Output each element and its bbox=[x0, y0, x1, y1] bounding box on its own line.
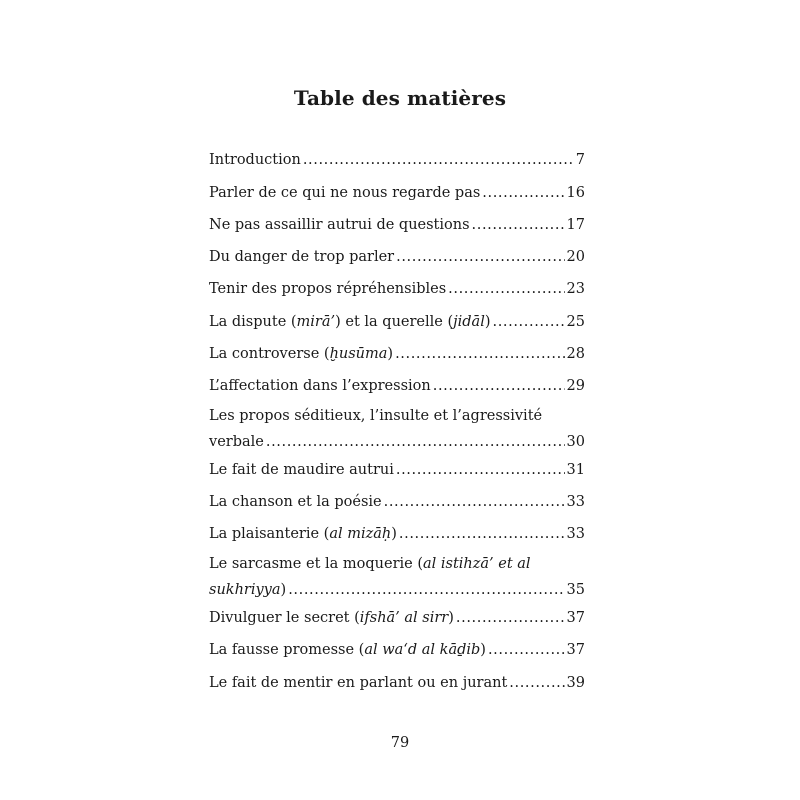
title-italic: al istihzā’ et al bbox=[423, 556, 531, 572]
title-part: ) bbox=[448, 610, 454, 626]
title-part: ) bbox=[484, 314, 491, 330]
toc-entry-title: Le fait de mentir en parlant ou en jurant bbox=[209, 675, 508, 691]
toc-entry-title-line2 bbox=[209, 580, 286, 600]
toc-entry-page: 31 bbox=[566, 462, 585, 478]
dot-leader bbox=[493, 312, 565, 332]
toc-entry-title-line2: verbale bbox=[209, 434, 264, 450]
toc-entry-page: 16 bbox=[566, 185, 585, 201]
toc-entry-page: 20 bbox=[566, 249, 585, 265]
toc-entry bbox=[209, 640, 585, 660]
toc-entry-page: 25 bbox=[566, 314, 585, 330]
toc-entry-title: Du danger de trop parler bbox=[209, 249, 395, 265]
title-part: ) bbox=[280, 582, 287, 598]
dot-leader bbox=[384, 492, 565, 512]
toc-entry-page: 35 bbox=[566, 582, 585, 598]
title-italic: mirā’ bbox=[296, 314, 336, 330]
dot-leader bbox=[433, 376, 565, 396]
dot-leader bbox=[509, 673, 564, 693]
toc-entry-title: Tenir des propos répréhensibles bbox=[209, 281, 447, 297]
page-title: Table des matières bbox=[293, 86, 507, 110]
title-part: Divulguer le secret ( bbox=[209, 610, 360, 626]
toc-entry-multiline bbox=[209, 554, 585, 600]
dot-leader bbox=[456, 608, 565, 628]
dot-leader bbox=[472, 215, 565, 235]
title-part: ) bbox=[480, 642, 486, 658]
dot-leader bbox=[303, 150, 574, 170]
toc-entry-title: Parler de ce qui ne nous regarde pas bbox=[209, 185, 481, 201]
title-italic: ifshā’ al sirr bbox=[359, 610, 449, 626]
title-italic: al wa‘d al kāḏib bbox=[364, 642, 481, 658]
toc-entry bbox=[209, 312, 585, 332]
toc-entry-title-line1: Les propos séditieux, l’insulte et l’agressivité bbox=[209, 408, 543, 424]
dot-leader bbox=[288, 580, 564, 600]
dot-leader bbox=[482, 183, 564, 203]
toc-entry-page: 33 bbox=[566, 526, 585, 542]
title-part: La plaisanterie ( bbox=[209, 526, 330, 542]
title-part: La dispute ( bbox=[209, 314, 297, 330]
toc-entry bbox=[209, 608, 585, 628]
toc-entry-page: 17 bbox=[566, 217, 585, 233]
toc-entry-page: 37 bbox=[566, 610, 585, 626]
toc-entry-title-line1 bbox=[209, 554, 585, 574]
toc-entry-title bbox=[209, 312, 491, 332]
toc-entry-title: L’affectation dans l’expression bbox=[209, 378, 431, 394]
dot-leader bbox=[266, 432, 565, 452]
toc-entry-page: 37 bbox=[566, 642, 585, 658]
toc-entry-page: 28 bbox=[566, 346, 585, 362]
dot-leader bbox=[488, 640, 565, 660]
title-part: ) bbox=[391, 526, 397, 542]
toc-entry bbox=[209, 524, 585, 544]
toc-entry bbox=[209, 376, 585, 396]
toc-entry-page: 7 bbox=[575, 152, 585, 168]
toc-entry-title: Le fait de maudire autrui bbox=[209, 462, 394, 478]
toc-entry bbox=[209, 183, 585, 203]
toc-entry-title: Ne pas assaillir autrui de questions bbox=[209, 217, 470, 233]
title-italic: sukhriyya bbox=[209, 582, 281, 598]
dot-leader bbox=[396, 460, 565, 480]
title-part: Le sarcasme et la moquerie ( bbox=[209, 556, 423, 572]
toc-entry bbox=[209, 673, 585, 693]
title-italic: ḫusūma bbox=[329, 346, 388, 362]
title-part: ) bbox=[387, 346, 394, 362]
toc-entry bbox=[209, 344, 585, 364]
toc-entry-page: 29 bbox=[566, 378, 585, 394]
title-part: ) et la querelle ( bbox=[335, 314, 454, 330]
dot-leader bbox=[395, 344, 564, 364]
page-number: 79 bbox=[390, 735, 410, 751]
toc-entry bbox=[209, 247, 585, 267]
toc-entry-page: 30 bbox=[566, 434, 585, 450]
toc-entry-introduction bbox=[209, 150, 585, 170]
toc-entry-page: 33 bbox=[566, 494, 585, 510]
toc-entry-page: 39 bbox=[566, 675, 585, 691]
toc-entry bbox=[209, 279, 585, 299]
toc-entry-page: 23 bbox=[566, 281, 585, 297]
toc-entry bbox=[209, 460, 585, 480]
title-italic: al mizāḥ bbox=[329, 526, 392, 542]
toc-entry-title bbox=[209, 640, 486, 660]
toc-entry-title bbox=[209, 608, 454, 628]
toc-entry-title: La chanson et la poésie bbox=[209, 494, 382, 510]
title-part: La controverse ( bbox=[209, 346, 330, 362]
dot-leader bbox=[399, 524, 565, 544]
toc-entry bbox=[209, 492, 585, 512]
toc-entry-title bbox=[209, 344, 393, 364]
dot-leader bbox=[448, 279, 564, 299]
toc-entry-multiline bbox=[209, 406, 585, 452]
dot-leader bbox=[396, 247, 564, 267]
title-part: La fausse promesse ( bbox=[209, 642, 365, 658]
toc-entry-title: Introduction bbox=[209, 152, 301, 168]
toc-entry bbox=[209, 215, 585, 235]
title-italic: jidāl bbox=[453, 314, 485, 330]
toc-entry-title bbox=[209, 524, 397, 544]
